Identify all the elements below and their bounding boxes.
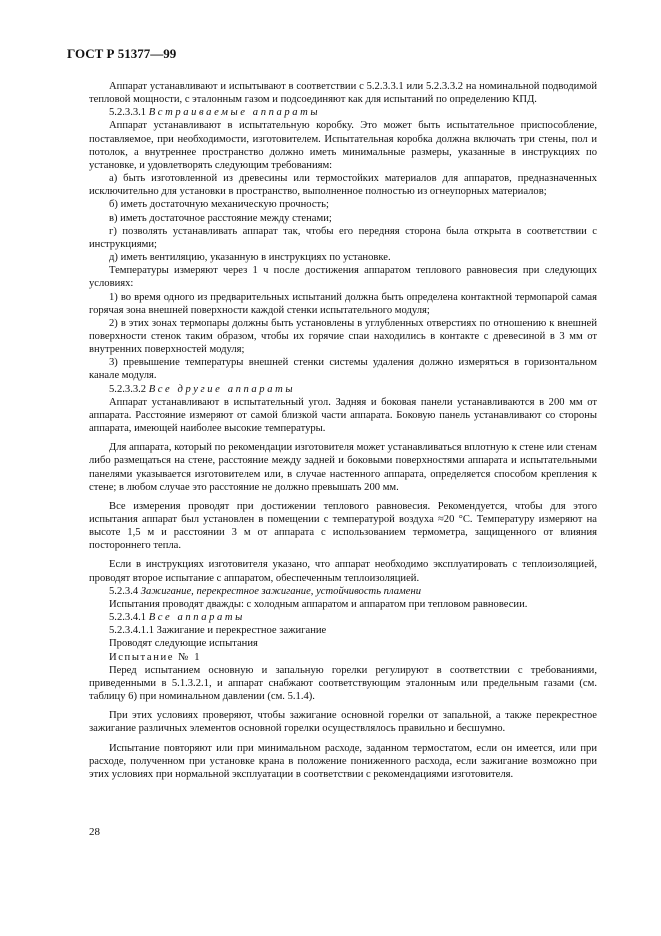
paragraph: Аппарат устанавливают в испытательный угол. Задняя и боковая панели устанавливаются в 200 мм от аппарата. Расстояние измеряют от самой близкой части аппарата. Боковую панель устанавливают со стороны аппарата, имеющей наиболее высокие температуры. — [89, 396, 597, 435]
paragraph: Аппарат устанавливают в испытательную коробку. Это может быть испытательное приспособление, поставляемое, при необходимости, изготовителем. Испытательная коробка должна включать три стены, пол и потолок, а внутреннее пространство должно иметь минимальные размеры, указанные в инструкциях по установке, и удовлетворять следующим требованиям: — [89, 120, 597, 171]
list-item: в) иметь достаточное расстояние между стенами; — [109, 212, 332, 224]
section-heading — [89, 106, 597, 119]
list-item: а) быть изготовленной из древесины или термостойких материалов для аппаратов, предназначенных исключительно для установки в пространство, выполненное полностью из огнеупорных материалов; — [89, 173, 597, 198]
list-item: д) иметь вентиляцию, указанную в инструкциях по установке. — [109, 252, 391, 264]
paragraph: Все измерения проводят при достижении теплового равновесия. Рекомендуется, чтобы для этого испытания аппарат был установлен в помещении с температурой воздуха ≈20 °С. Температуру измеряют на высоте 1,5 м и расстоянии 3 м от аппарата с использованием термометра, защищенного от влияния постороннего тепла. — [89, 500, 597, 552]
section-number: 5.2.3.3.2 — [109, 383, 147, 395]
section-heading — [89, 611, 597, 624]
test-heading: Испытание № 1 — [109, 651, 202, 663]
list-item: б) иметь достаточную механическую прочность; — [109, 199, 329, 211]
page-number: 28 — [89, 826, 100, 838]
document-body — [89, 80, 597, 781]
section-title: Зажигание, перекрестное зажигание, устойчивость пламени — [140, 585, 422, 597]
list-item: г) позволять устанавливать аппарат так, чтобы его передняя сторона была открыта в соответствии с инструкциями; — [89, 225, 597, 250]
subsection-heading: 5.2.3.4.1.1 Зажигание и перекрестное зажигание — [109, 625, 327, 637]
paragraph: Для аппарата, который по рекомендации изготовителя может устанавливаться вплотную к стене или стенам либо размещаться на стене, расстояние между задней и боковыми поверхностями аппарата и испытательными панелями указывается изготовителем или, в случае настенного аппарата, определяется способом крепления к стене; в любом случае это расстояние не должно превышать 200 мм. — [89, 442, 597, 493]
section-heading — [89, 585, 597, 598]
paragraph: Если в инструкциях изготовителя указано, что аппарат необходимо эксплуатировать с теплоизоляцией, проводят второе испытание с аппаратом, обеспеченным теплоизоляцией. — [89, 559, 597, 584]
section-title: Все аппараты — [148, 612, 245, 624]
paragraph: Испытания проводят дважды: с холодным аппаратом и аппаратом при тепловом равновесии. — [109, 598, 528, 610]
section-heading — [89, 383, 597, 396]
paragraph: Испытание повторяют или при минимальном расходе, заданном термостатом, если он имеется, или при расходе, полученном при установке крана в положение пониженного расхода, если зажигание возможно при этих условиях при нормальной эксплуатации в соответствии с рекомендациями изготовителя. — [89, 742, 597, 780]
list-item: 3) превышение температуры внешней стенки системы удаления должно измеряться в горизонтальном канале модуля. — [89, 357, 597, 382]
section-title: Все другие аппараты — [148, 383, 296, 395]
standard-header: ГОСТ Р 51377—99 — [67, 46, 177, 61]
section-number: 5.2.3.3.1 — [109, 107, 147, 119]
section-number: 5.2.3.4.1 — [109, 612, 147, 624]
section-title: Встраиваемые аппараты — [148, 107, 321, 119]
paragraph: Температуры измеряют через 1 ч после достижения аппаратом теплового равновесия при следующих условиях: — [89, 265, 597, 290]
paragraph: При этих условиях проверяют, чтобы зажигание основной горелки от запальной, а также перекрестное зажигание различных элементов основной горелки осуществлялось правильно и бесшумно. — [89, 710, 597, 735]
paragraph: Перед испытанием основную и запальную горелки регулируют в соответствии с требованиями, приведенными в 5.1.3.2.1, и аппарат снабжают соответствующим эталонным или предельным газами (см. таблицу 6) при номинальном давлении (см. 5.1.4). — [89, 664, 597, 703]
paragraph: Проводят следующие испытания — [109, 638, 258, 650]
paragraph: Аппарат устанавливают и испытывают в соответствии с 5.2.3.3.1 или 5.2.3.3.2 на номинальной подводимой тепловой мощности, с эталонным газом и подсоединяют как для испытаний по определению КПД. — [89, 81, 597, 106]
list-item: 2) в этих зонах термопары должны быть установлены в углубленных отверстиях по отношению к внешней поверхности стенок таким образом, чтобы их горячие спаи находились в контакте с древесиной в 3 мм от внутренних поверхностей модуля; — [89, 317, 597, 356]
section-number: 5.2.3.4 — [109, 585, 139, 597]
list-item: 1) во время одного из предварительных испытаний должна быть определена контактной термопарой самая горячая зона внешней поверхности каждой стенки испытательного модуля; — [89, 291, 597, 316]
